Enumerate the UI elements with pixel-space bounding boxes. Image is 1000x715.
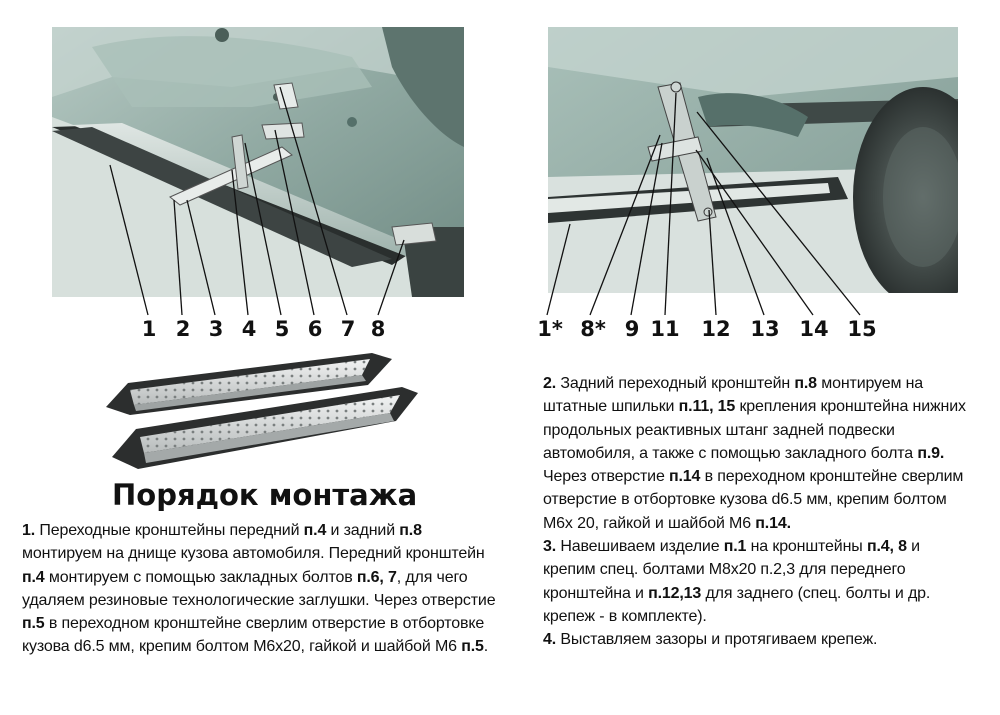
running-boards-image	[100, 345, 420, 475]
step-number: 2.	[543, 375, 557, 392]
step-text: и крепим спец. болтами М8х20 п.2,3 для переднего кронштейна и	[543, 538, 920, 602]
step-text: Переходные кронштейны передний	[35, 522, 304, 539]
step-text: крепления кронштейна нижних продольных реактивных штанг задней подвески автомобиля, а также с помощью закладного болта	[543, 398, 966, 462]
part-number-label: 1	[141, 317, 157, 341]
step-text: монтируем на штатные шпильки	[543, 375, 924, 416]
step-text: Задний переходный кронштейн	[556, 375, 795, 392]
part-number-label: 1*	[537, 317, 563, 341]
part-number-label: 7	[340, 317, 356, 341]
part-ref: п.5	[461, 638, 484, 656]
part-ref: п.4	[303, 522, 327, 539]
step-text: монтируем на днище кузова автомобиля. Передний кронштейн	[22, 545, 485, 563]
part-number-label: 2	[175, 317, 191, 341]
part-number-label: 4	[241, 317, 257, 341]
part-number-label: 8*	[580, 317, 606, 341]
step-text: Выставляем зазоры и протягиваем крепеж.	[556, 631, 878, 649]
step-text: в переходном кронштейне сверлим отверстие в отбортовке кузова d6.5 мм, крепим болтом М6х 20, гайкой и шайбой М6	[543, 468, 964, 532]
part-ref: п.11, 15	[678, 398, 736, 416]
step-number: 3.	[543, 538, 557, 556]
part-ref: п.12,13	[648, 584, 702, 602]
step-number: 1.	[22, 522, 36, 539]
step-text: на кронштейны	[746, 538, 867, 556]
steps-right-column	[543, 372, 968, 652]
step-text: , для чего удаляем резиновые технологические заглушки. Через отверстие	[22, 568, 496, 609]
part-ref: п.4	[22, 568, 45, 586]
part-ref: п.4, 8	[866, 538, 907, 556]
part-number-label: 8	[370, 317, 386, 341]
part-ref: п.1	[723, 538, 747, 556]
part-number-label: 13	[750, 317, 780, 341]
part-number-label: 5	[274, 317, 290, 341]
part-number-label: 12	[701, 317, 731, 341]
part-number-label: 14	[799, 317, 829, 341]
step-text: Навешиваем изделие	[556, 538, 724, 556]
step-1-text	[22, 519, 500, 659]
part-number-label: 3	[208, 317, 224, 341]
part-ref: п.8	[794, 375, 817, 392]
part-ref: п.6, 7	[356, 568, 397, 586]
part-number-label: 6	[307, 317, 323, 341]
page-title: Порядок монтажа	[112, 478, 418, 512]
part-ref: п.14	[669, 468, 701, 486]
step-text: для заднего (спец. болты и др. крепеж - в комплекте).	[543, 584, 931, 625]
step-text: и задний	[326, 522, 400, 539]
part-ref: п.14.	[755, 514, 791, 532]
step-text: .	[483, 638, 489, 656]
part-ref: п.8	[399, 522, 422, 539]
part-number-label: 15	[847, 317, 877, 341]
step-3-text	[543, 535, 968, 628]
step-text: монтируем с помощью закладных болтов	[44, 568, 357, 586]
part-ref: п.9.	[917, 444, 945, 462]
rear-part-numbers	[0, 317, 1000, 343]
part-number-label: 11	[650, 317, 680, 341]
part-number-label: 9	[624, 317, 640, 341]
step-4-text	[543, 628, 968, 651]
step-2-text	[543, 372, 968, 535]
part-ref: п.5	[22, 615, 45, 633]
step-text: Через отверстие	[543, 468, 669, 486]
step-number: 4.	[543, 631, 557, 649]
step-text: в переходном кронштейне сверлим отверстие в отбортовке кузова d6.5 мм, крепим болтом М6х20, гайкой и шайбой М6	[22, 615, 485, 656]
